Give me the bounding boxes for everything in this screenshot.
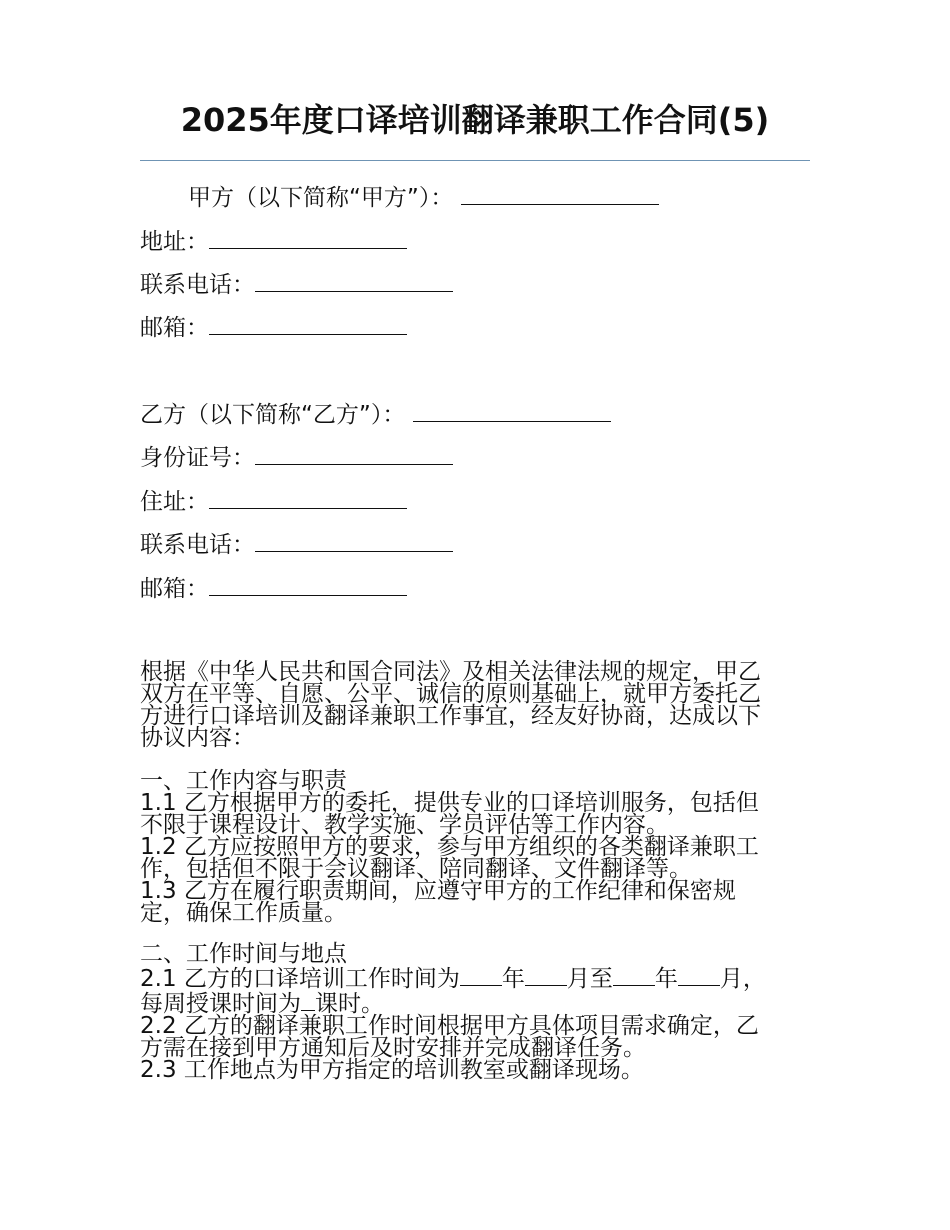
- party-b-name-blank: [413, 401, 611, 422]
- party-b-phone-line: [140, 531, 453, 558]
- party-a-heading-line: [188, 184, 659, 211]
- clause-line: 方需在接到甲方通知后及时安排并完成翻译任务。: [140, 1035, 646, 1061]
- year-start-blank: [460, 965, 502, 986]
- party-b-address-blank: [209, 488, 407, 509]
- section-1-heading: 一、工作内容与职责: [140, 768, 347, 794]
- party-a-phone-blank: [255, 271, 453, 292]
- party-b-heading: 乙方（以下简称“乙方”）：: [140, 402, 406, 428]
- party-b-id-line: [140, 444, 453, 471]
- year-start-label: 年: [501, 966, 525, 992]
- section-1: [140, 770, 812, 924]
- month-start-label: 月至: [566, 966, 613, 992]
- party-a-heading: 甲方（以下简称“甲方”）：: [188, 185, 454, 211]
- weekly-hours-blank: [301, 990, 315, 1011]
- party-b-id-label: 身份证号：: [140, 445, 255, 471]
- party-b-heading-line: [140, 401, 611, 428]
- preamble-line: 方进行口译培训及翻译兼职工作事宜，经友好协商，达成以下: [140, 703, 761, 729]
- party-b-email-blank: [209, 575, 407, 596]
- preamble-line: 双方在平等、自愿、公平、诚信的原则基础上，就甲方委托乙: [140, 681, 761, 707]
- party-a-phone-label: 联系电话：: [140, 272, 255, 298]
- month-start-blank: [525, 965, 567, 986]
- party-b-address-line: [140, 488, 407, 515]
- weekly-hours-prefix: 每周授课时间为: [140, 991, 301, 1017]
- party-b-email-label: 邮箱：: [140, 576, 209, 602]
- clause-line: 不限于课程设计、教学实施、学员评估等工作内容。: [140, 812, 669, 838]
- party-a-email-label: 邮箱：: [140, 315, 209, 341]
- party-b-phone-blank: [255, 531, 453, 552]
- party-a-email-blank: [209, 314, 407, 335]
- party-b-email-line: [140, 575, 407, 602]
- section-2-heading: 二、工作时间与地点: [140, 941, 347, 967]
- preamble-line: 根据《中华人民共和国合同法》及相关法律法规的规定，甲乙: [140, 659, 761, 685]
- year-end-label: 年: [654, 966, 678, 992]
- party-b-phone-label: 联系电话：: [140, 532, 255, 558]
- clause-line: 2.2 乙方的翻译兼职工作时间根据甲方具体项目需求确定，乙: [140, 1013, 759, 1039]
- party-a-phone-line: [140, 271, 453, 298]
- party-b-address-label: 住址：: [140, 489, 209, 515]
- party-b-id-blank: [255, 444, 453, 465]
- clause-2-1-prefix: 2.1 乙方的口译培训工作时间为: [140, 966, 460, 992]
- month-end-blank: [678, 965, 720, 986]
- month-end-label: 月，: [719, 966, 766, 992]
- clause-line: 定，确保工作质量。: [140, 900, 347, 926]
- clause-line: 1.1 乙方根据甲方的委托，提供专业的口译培训服务，包括但: [140, 790, 759, 816]
- preamble-line: 协议内容：: [140, 725, 255, 751]
- party-a-address-line: [140, 228, 407, 255]
- clause-line: 作，包括但不限于会议翻译、陪同翻译、文件翻译等。: [140, 856, 692, 882]
- preamble-paragraph: [140, 661, 812, 749]
- party-a-name-blank: [461, 184, 659, 205]
- clause-2-1-line-2: [140, 990, 812, 1015]
- clause-line: 1.3 乙方在履行职责期间，应遵守甲方的工作纪律和保密规: [140, 878, 736, 904]
- year-end-blank: [613, 965, 655, 986]
- party-a-email-line: [140, 314, 407, 341]
- clause-2-1-line-1: [140, 965, 812, 990]
- party-a-address-label: 地址：: [140, 229, 209, 255]
- weekly-hours-suffix: 课时。: [315, 991, 384, 1017]
- party-a-address-blank: [209, 228, 407, 249]
- clause-line: 2.3 工作地点为甲方指定的培训教室或翻译现场。: [140, 1057, 644, 1083]
- section-2: [140, 943, 812, 1081]
- title-underline-divider: [140, 160, 810, 161]
- clause-line: 1.2 乙方应按照甲方的要求，参与甲方组织的各类翻译兼职工: [140, 834, 759, 860]
- document-title: 2025年度口译培训翻译兼职工作合同(5): [180, 101, 770, 139]
